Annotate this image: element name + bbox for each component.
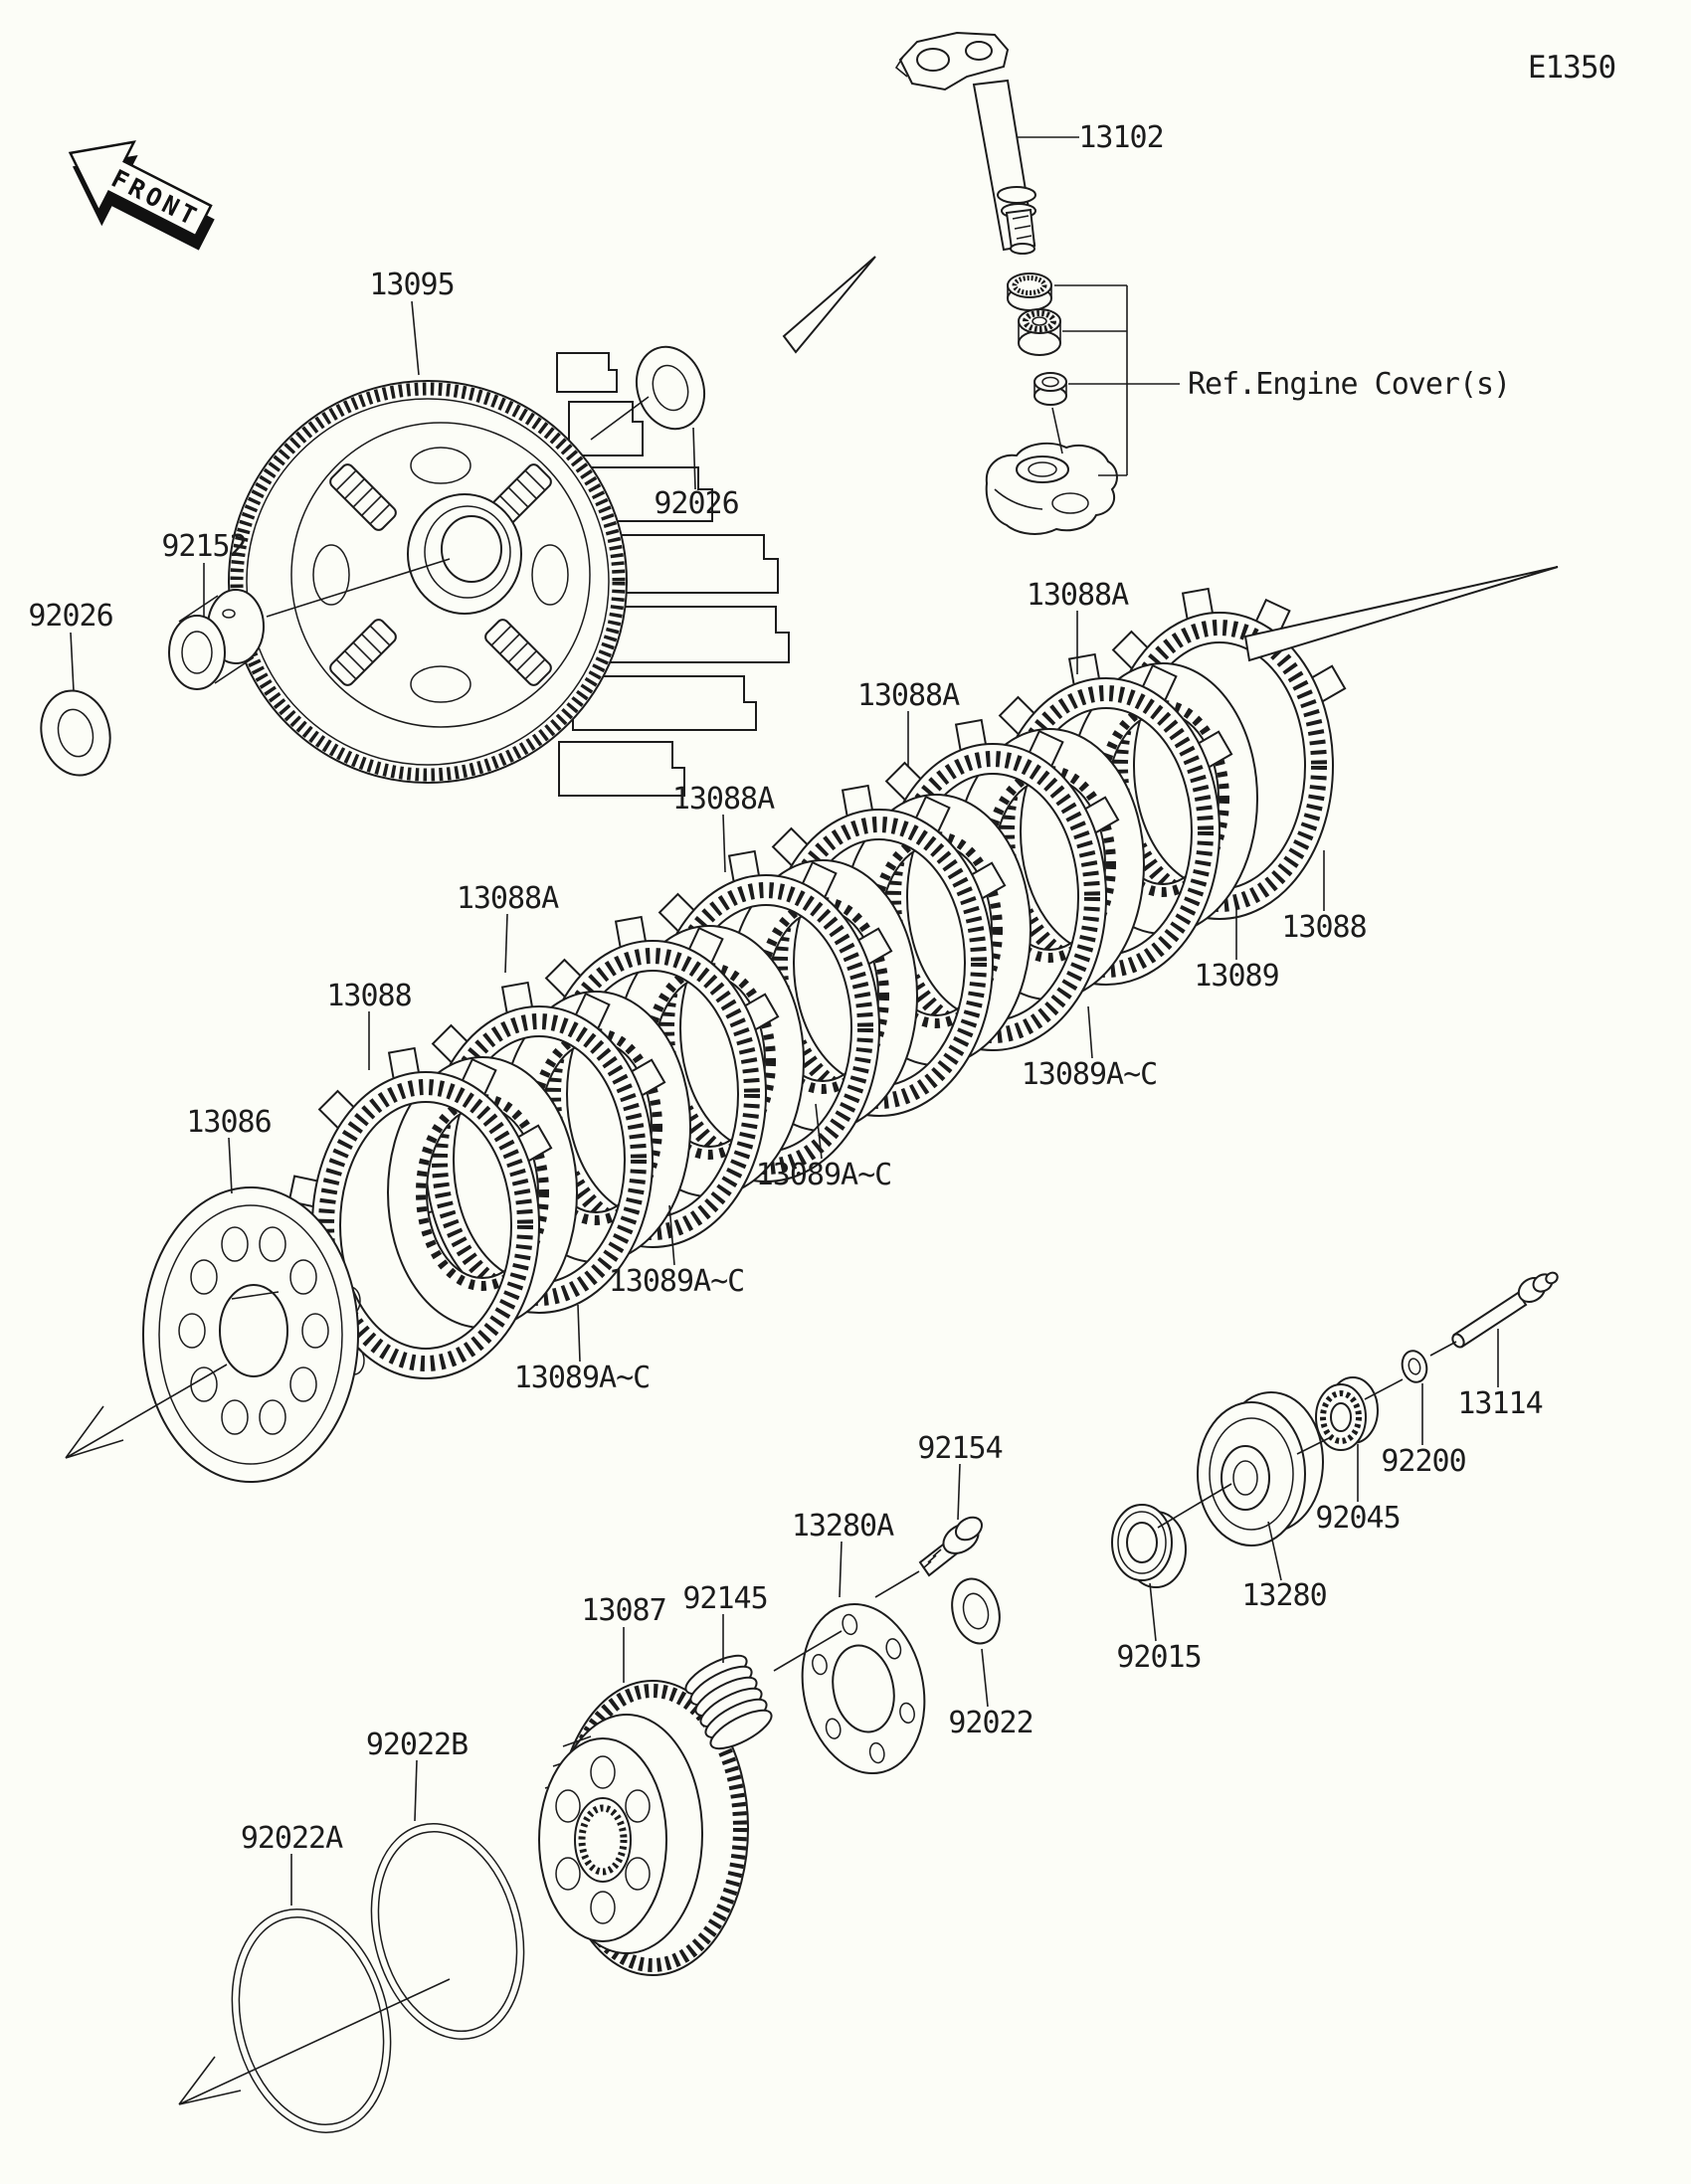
callout-92152: 92152: [161, 529, 247, 564]
callout-13089ac-1: 13089A~C: [1021, 1057, 1158, 1092]
callout-13088a-2: 13088A: [856, 678, 960, 713]
part-clutch-housing: [229, 353, 789, 796]
callout-92015: 92015: [1116, 1640, 1202, 1675]
callout-13089: 13089: [1194, 959, 1279, 994]
callout-13088a-3: 13088A: [671, 782, 775, 817]
callout-92022: 92022: [948, 1706, 1033, 1740]
callout-92154: 92154: [917, 1431, 1003, 1466]
callout-13089ac-2: 13089A~C: [755, 1158, 892, 1192]
callout-92026-right: 92026: [654, 486, 739, 521]
callout-92045: 92045: [1315, 1501, 1401, 1536]
callout-92022b: 92022B: [365, 1728, 469, 1762]
callout-13088a-1: 13088A: [1026, 578, 1129, 613]
callout-13114: 13114: [1457, 1386, 1543, 1421]
diagram-code-label: E1350: [1527, 50, 1616, 86]
callout-13088-right: 13088: [1281, 910, 1367, 945]
part-push-rod: [1450, 1271, 1560, 1350]
callout-92145: 92145: [682, 1581, 768, 1616]
part-release-shaft: [896, 33, 1035, 254]
callout-92022a: 92022A: [240, 1821, 343, 1856]
callout-13280a: 13280A: [791, 1509, 894, 1544]
callout-13088a-4: 13088A: [456, 881, 559, 916]
callout-92200: 92200: [1381, 1444, 1466, 1479]
callout-92026-left: 92026: [28, 599, 113, 634]
part-bushing-92152: [169, 590, 264, 689]
front-direction-marker: [48, 118, 229, 269]
callout-13095: 13095: [369, 268, 455, 302]
part-engine-cover-fragment: [987, 444, 1117, 534]
callout-13089ac-3: 13089A~C: [608, 1264, 745, 1299]
part-ring-92022a: [210, 1893, 414, 2149]
part-bolt-92154: [920, 1513, 986, 1575]
callout-13280: 13280: [1241, 1578, 1327, 1613]
part-spring-plate: [787, 1592, 939, 1784]
callout-13088-left: 13088: [326, 979, 412, 1013]
front-marker-label: FRONT: [106, 163, 205, 233]
callout-13087: 13087: [581, 1593, 666, 1628]
ref-engine-cover-note: Ref.Engine Cover(s): [1188, 367, 1511, 402]
callout-13102: 13102: [1078, 120, 1164, 155]
part-release-cup: [1198, 1392, 1323, 1546]
part-washer-92200: [1399, 1348, 1429, 1384]
part-washer-92022: [945, 1573, 1007, 1649]
part-washer-92026-left: [33, 683, 119, 783]
part-cover-seal-set: [1008, 273, 1066, 405]
callout-13089ac-4: 13089A~C: [513, 1361, 651, 1395]
callout-13086: 13086: [186, 1105, 272, 1140]
part-ring-92022b: [350, 1807, 546, 2055]
